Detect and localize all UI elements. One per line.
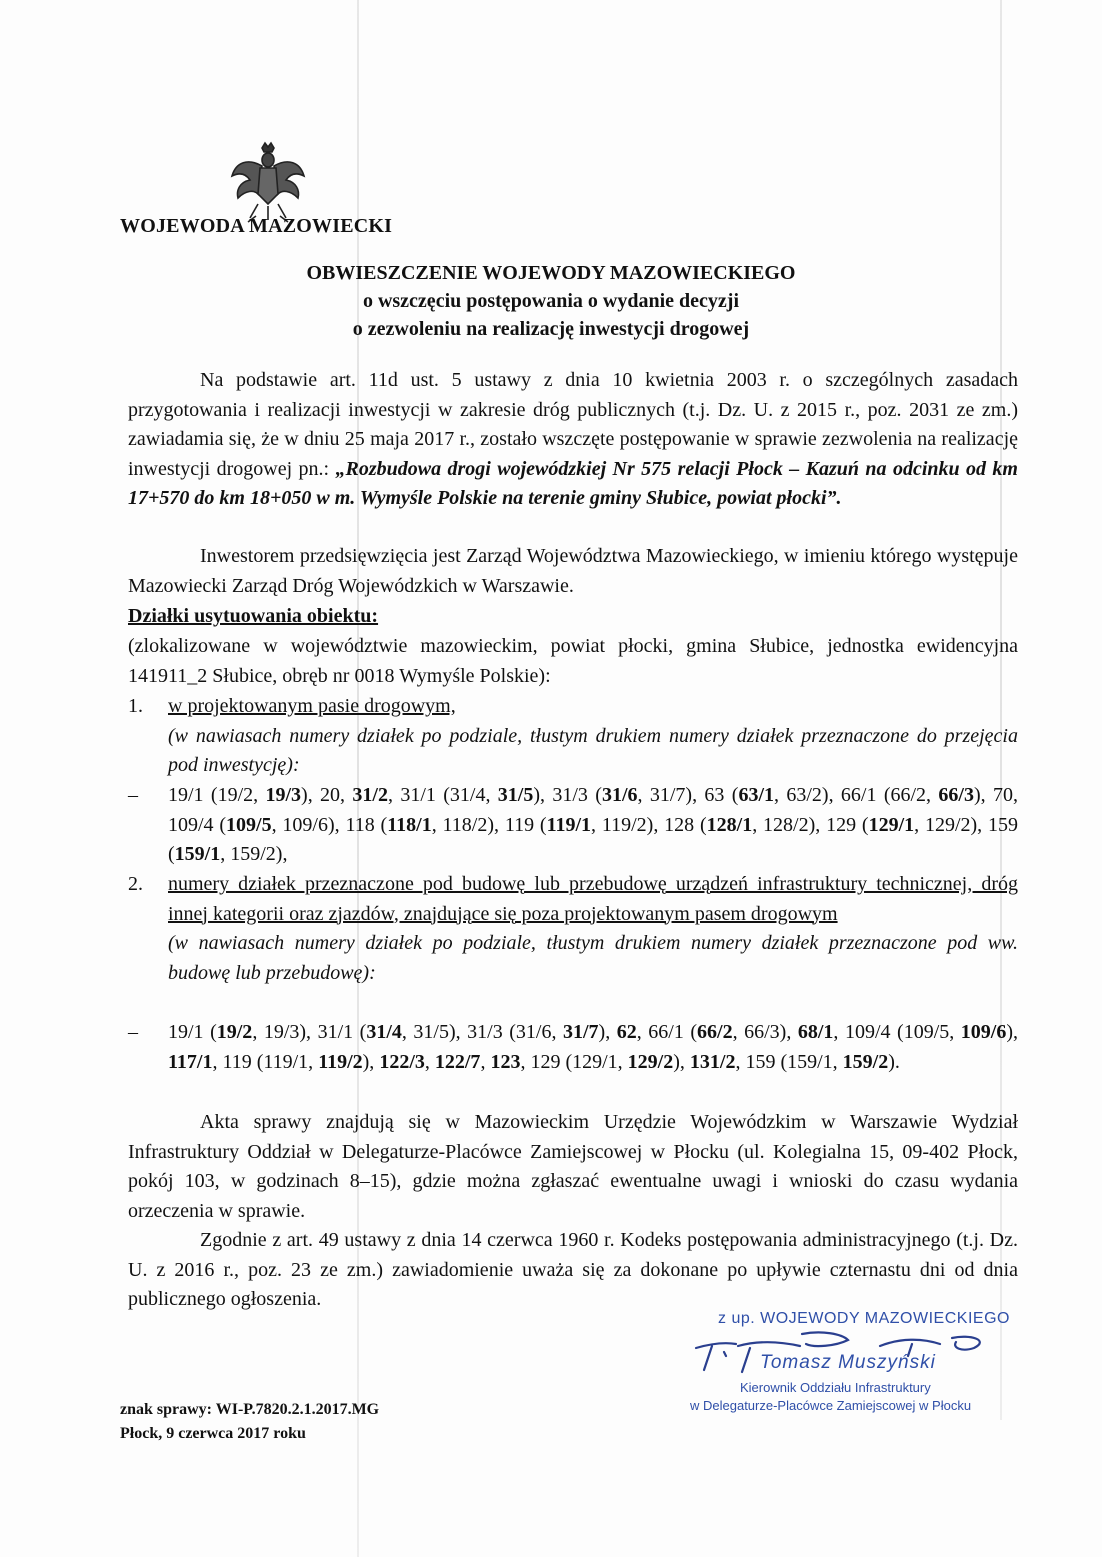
parcel-number-bold: 128/1 [706,813,753,836]
parcel-number-text: , [424,1050,435,1073]
parcel-number-text: , 128/2), 129 ( [752,813,869,836]
parcel-number-bold: 119/1 [546,813,592,836]
signatory-role: Kierownik Oddziału Infrastruktury [740,1380,931,1395]
legal-basis-text: Na podstawie art. 11d ust. 5 ustawy z dnia 10 kwietnia 2003 r. o szczególnych zasadach przygotowania i realizacji inwestycji w zakresie dróg publicznych (t.j. Dz. U. z 2015 r., poz. 2031 ze zm.) zawiadamia się, że w dniu 25 maja 2017 r., zostało wszczęte postępowanie w sprawie zezwolenia na realizację inwestycji drogowej pn.: [128,369,1018,480]
list-item-note: (w nawiasach numery działek po podziale, tłustym drukiem numery działek przeznaczone do przejęcia pod inwestycję): [168,724,1018,776]
parcel-number-text: , 63/2), 66/1 (66/2, [774,784,939,806]
parcel-number-bold: 109/6 [960,1021,1007,1043]
parcel-number-text: , 119/2), 128 ( [591,813,707,836]
parcel-number-bold: 109/5 [226,813,272,836]
parcel-number-text: ), [362,1050,380,1073]
place-date: Płock, 9 czerwca 2017 roku [120,1425,306,1442]
signature-stamp [690,1310,1010,1460]
issuer-name: WOJEWODA MAZOWIECKI [120,215,393,237]
paragraph-notice-effect: Zgodnie z art. 49 ustawy z dnia 14 czerwca 1960 r. Kodeks postępowania administracyjnego (t.j. Dz. U. z 2016 r., poz. 23 ze zm.) zawiadomienie uważa się za dokonane po upływie czternastu dni od dnia publicznego ogłoszenia. [128,1229,1018,1310]
parcel-number-bold: 31/7 [562,1021,599,1043]
parcel-number-bold: 62 [616,1021,637,1043]
parcel-number-text: , 118/2), 119 ( [431,813,547,836]
signatory-name: Tomasz Muszyński [760,1352,936,1373]
parcel-list-1 [128,781,1018,870]
parcel-number-text: ), 20, [301,784,353,806]
parcel-number-text: ), [673,1050,690,1073]
section-heading-text: Działki usytuowania obiektu: [128,605,379,627]
document-subtitle-line2: o zezwoleniu na realizację inwestycji drogowej [352,318,750,340]
parcel-number-text: , 159 (159/1, [735,1050,843,1073]
parcel-number-bold: 122/7 [434,1050,481,1073]
parcel-number-bold: 31/2 [352,784,388,806]
parcel-number-bold: 122/3 [379,1050,425,1073]
parcel-number-text: , 31/7), 63 ( [637,784,739,806]
paragraph-investor: Inwestorem przedsięwzięcia jest Zarząd Województwa Mazowieckiego, w imieniu którego występuje Mazowiecki Zarząd Dróg Wojewódzkich w Warszawie. [128,545,1018,597]
parcel-number-bold: 118/1 [387,813,432,836]
paragraph-case-files: Akta sprawy znajdują się w Mazowieckim Urzędzie Wojewódzkim w Warszawie Wydział Infrastruktury Oddział w Delegaturze-Placówce Zamiejscowej w Płocku (ul. Kolegialna 15, 09-402 Płock, pokój 103, w godzinach 8–15), gdzie można zgłaszać ewentualne uwagi i wnioski do czasu wydania orzeczenia w sprawie. [128,1111,1018,1222]
parcel-number-text: , 31/5), 31/3 (31/6, [401,1021,563,1043]
parcel-number-bold: 117/1 [168,1050,213,1073]
parcel-numbers [168,1018,1018,1077]
document-subtitle-line1: o wszczęciu postępowania o wydanie decyzji [362,290,740,312]
parcel-number-text: , 159/2), [220,843,288,865]
parcel-number-bold: 129/2 [627,1050,674,1073]
list-item-title: numery działek przeznaczone pod budowę lub przebudowę urządzeń infrastruktury technicznej, dróg innej kategorii oraz zjazdów, znajdujące się poza projektowanym pasem drogowym [168,873,1018,925]
parcel-number-text: , 119 (119/1, [212,1050,319,1073]
footer [120,1398,379,1446]
parcel-number-text: , 129 (129/1, [520,1050,628,1073]
parcel-number-text: 19/1 (19/2, [168,784,266,806]
parcel-number-bold: 131/2 [689,1050,736,1073]
parcel-number-bold: 31/5 [497,784,534,806]
stamp-authority-line: z up. WOJEWODY MAZOWIECKIEGO [718,1310,1010,1327]
eagle-emblem-icon [228,140,308,226]
parcel-number-text: ), 31/3 ( [533,784,602,806]
parcel-number-text: ), [598,1021,617,1043]
paragraph-legal-basis [128,366,1018,514]
dash-bullet: – [128,784,138,806]
dash-bullet: – [128,1021,138,1043]
parcel-number-bold: 159/1 [174,843,221,865]
document-title: OBWIESZCZENIE WOJEWODY MAZOWIECKIEGO [306,262,796,284]
parcel-number-text: , 66/3), [732,1021,798,1043]
list-item-title: w projektowanym pasie drogowym, [168,695,456,717]
parcel-number-text: , 19/3), 31/1 ( [252,1021,367,1043]
parcel-number-bold: 68/1 [797,1021,834,1043]
parcel-number-bold: 129/1 [868,813,915,836]
parcel-number-bold: 123 [490,1050,521,1073]
parcel-number-bold: 19/2 [216,1021,253,1043]
parcel-number-text: , 129/2), 159 ( [168,813,1018,865]
parcel-number-bold: 66/2 [697,1021,733,1043]
list-item-note: (w nawiasach numery działek po podziale, tłustym drukiem numery działek przeznaczone pod ww. budowę lub przebudowę): [168,932,1018,984]
list-item-number: 1. [128,695,143,717]
parcel-numbers [168,781,1018,870]
parcel-number-bold: 66/3 [938,784,974,806]
parcel-number-bold: 31/6 [601,784,638,806]
parcel-number-text: ). [888,1050,900,1073]
parcel-number-bold: 159/2 [842,1050,889,1073]
parcel-number-text: , 31/1 (31/4, [387,784,498,806]
parcel-number-text: , 66/1 ( [636,1021,698,1043]
parcel-number-text: , 109/4 (109/5, [833,1021,961,1043]
parcel-number-text: 19/1 ( [168,1021,217,1043]
parcel-number-text: , 109/6), 118 ( [271,813,388,836]
list-item-number: 2. [128,873,143,895]
paragraph-location: (zlokalizowane w województwie mazowieckim, powiat płocki, gmina Słubice, jednostka ewidencyjna 141911_2 Słubice, obręb nr 0018 Wymyśle Polskie): [128,635,1018,687]
signatory-unit: w Delegaturze-Placówce Zamiejscowej w Płocku [690,1398,972,1413]
parcel-list-2 [128,1018,1018,1077]
parcel-number-bold: 31/4 [366,1021,402,1043]
section-heading [128,602,1018,632]
parcel-number-bold: 119/2 [318,1050,363,1073]
parcel-number-text: , [480,1050,491,1073]
case-number: znak sprawy: WI-P.7820.2.1.2017.MG [120,1401,380,1418]
list-item-2 [128,870,1018,988]
parcel-number-bold: 63/1 [738,784,774,806]
parcel-number-text: ), [1006,1021,1019,1043]
project-name: „Rozbudowa drogi wojewódzkiej Nr 575 relacji Płock – Kazuń na odcinku od km 17+570 do km 18+050 w m. Wymyśle Polskie na terenie gminy Słubice, powiat płocki”. [128,457,1018,509]
parcel-number-bold: 19/3 [265,784,302,806]
parcel-number-text: ), 70, 109/4 ( [168,784,1018,836]
list-item-1 [128,692,1018,781]
